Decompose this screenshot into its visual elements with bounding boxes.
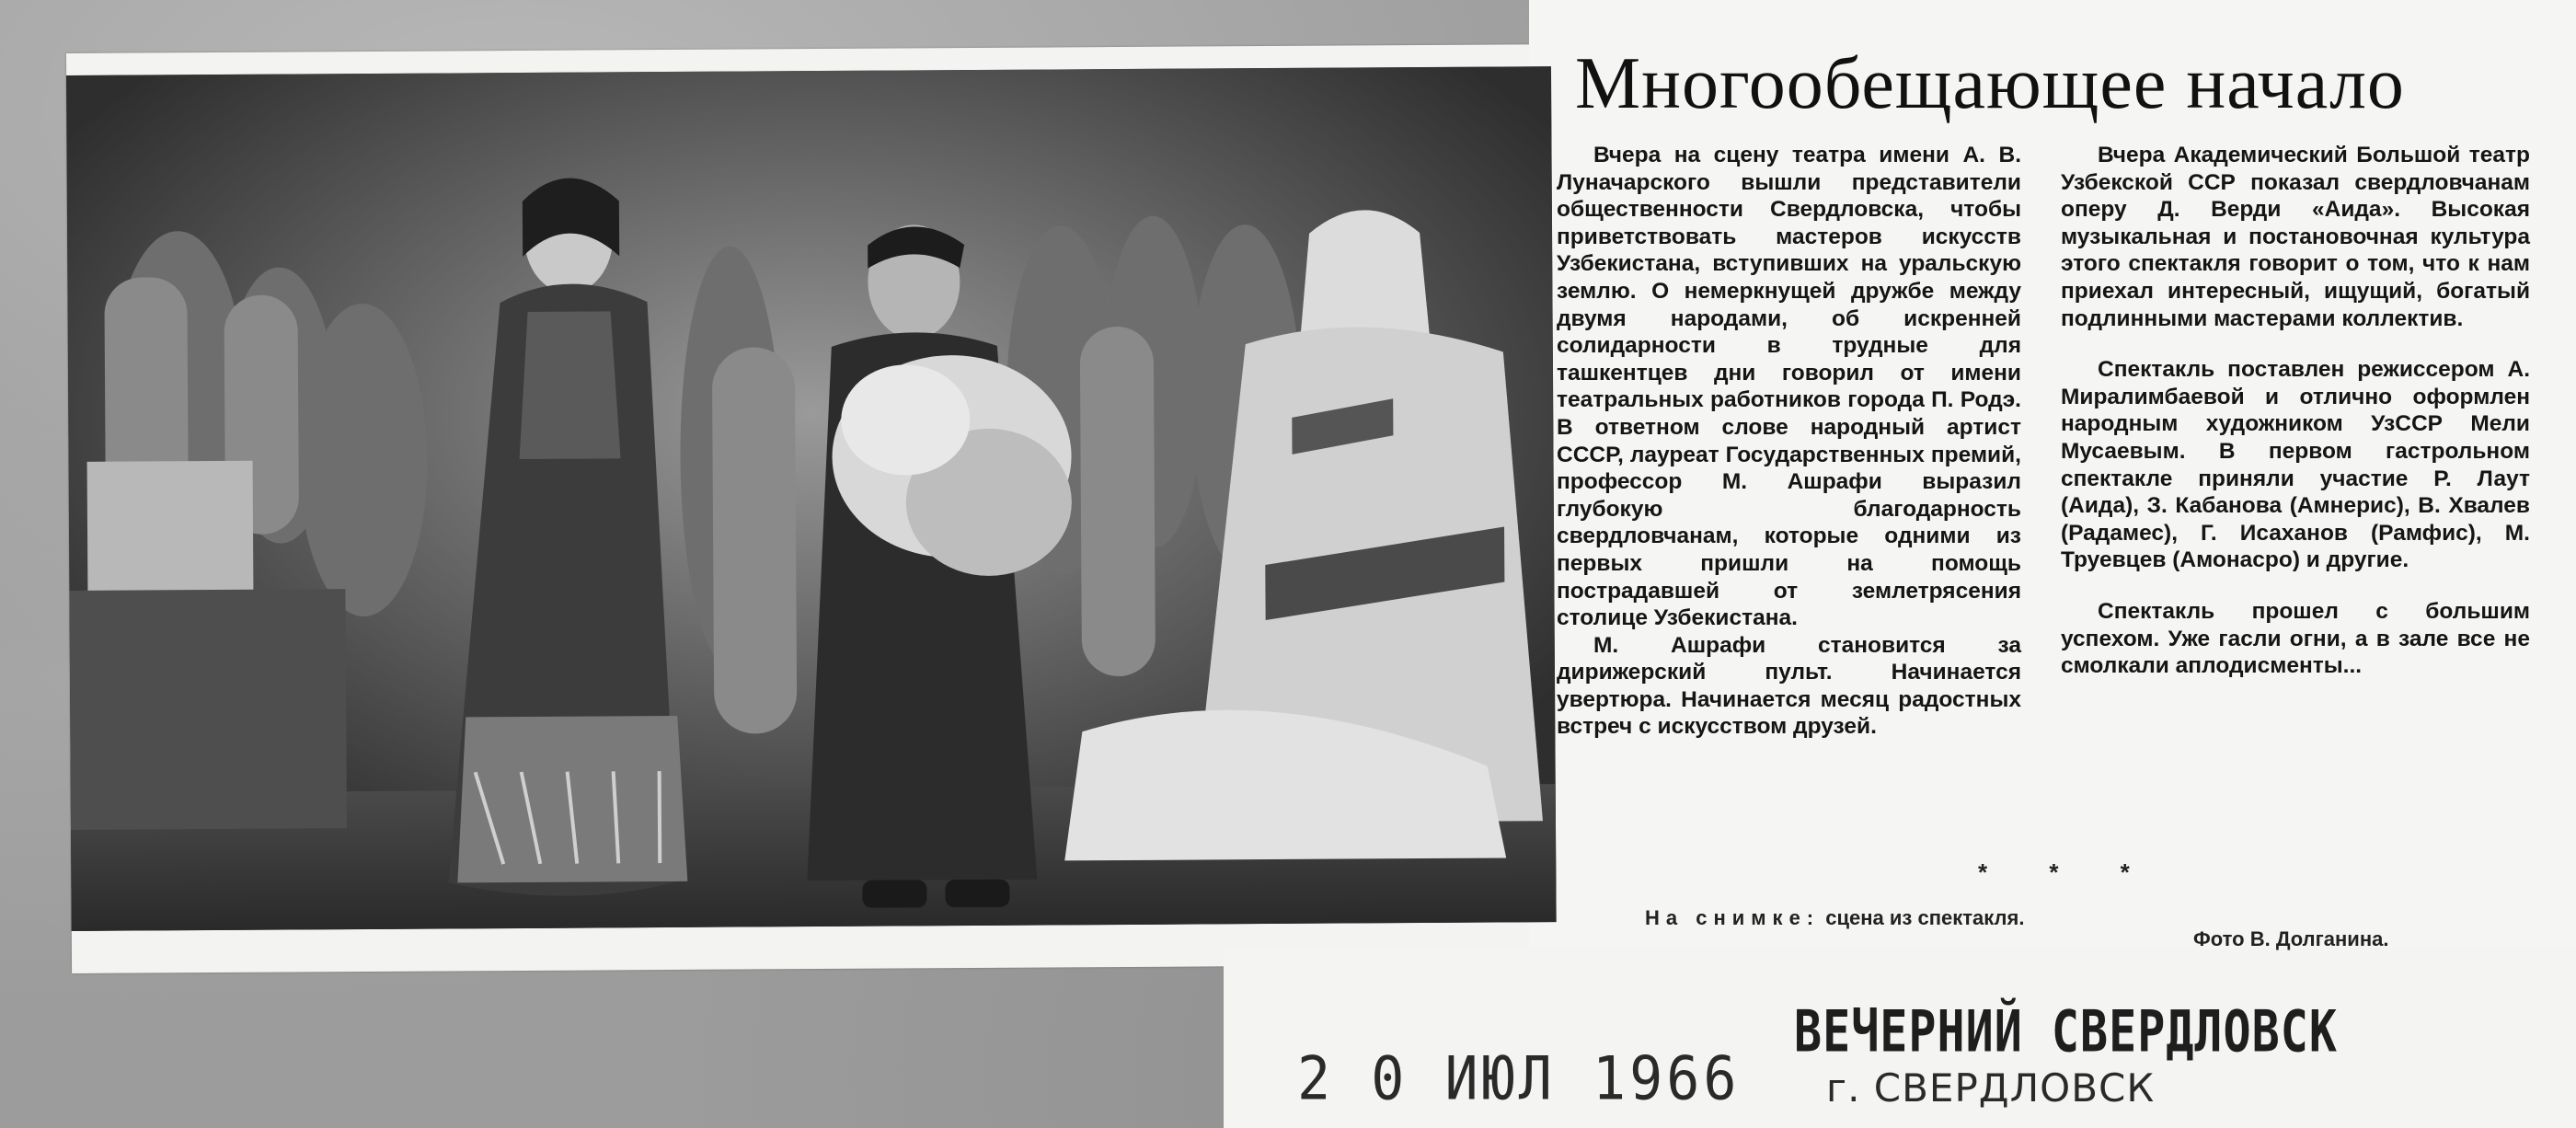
city-stamp: г. СВЕРДЛОВСК: [1826, 1065, 2156, 1111]
photo-caption: [1645, 906, 2024, 930]
article-paragraph: Спектакль прошел с большим успехом. Уже гасли огни, а в зале все не смолкали аплодисменты...: [2061, 598, 2530, 679]
article-paragraph: Спектакль поставлен режиссером А. Миралимбаевой и отлично оформлен народным художником УзССР Мели Мусаевым. В первом гастрольном спектакле приняли участие Р. Лаут (Аида), З. Кабанова (Амнерис), В. Хвалев (Радамес), Г. Исаханов (Рамфис), М. Труевцев (Амонасро) и другие.: [2061, 357, 2530, 573]
caption-text: сцена из спектакля.: [1825, 906, 2025, 929]
archive-date-stamp: 2 0 ИЮЛ 1966: [1297, 1044, 1741, 1114]
article-left-column: [1557, 142, 2021, 741]
caption-label: На снимке:: [1645, 906, 1821, 929]
newspaper-name-stamp: ВЕЧЕРНИЙ СВЕРДЛОВСК: [1794, 997, 2338, 1065]
article-paragraph: Вчера Академический Большой театр Узбекской ССР показал свердловчанам оперу Д. Верди «Аида». Высокая музыкальная и постановочная культура этого спектакля говорит о том, что к нам приехал интересный, ищущий, богатый подлинными мастерами коллектив.: [2061, 143, 2530, 331]
article-paragraph: Вчера на сцену театра имени А. В. Луначарского вышли представители общественности Свердловска, чтобы приветствовать мастеров искусств Узбекистана, вступивших на уральскую землю. О немеркнущей дружбе между двумя народами, об искренней солидарности в трудные для ташкентцев дни говорил от имени театральных работников города П. Родэ. В ответном слове народный артист СССР, лауреат Государственных премий, профессор М. Ашрафи выразил глубокую благодарность свердловчанам, которые одними из первых пришли на помощь пострадавшей от землетрясения столице Узбекистана.: [1557, 143, 2021, 631]
photo-credit: Фото В. Долганина.: [2193, 927, 2389, 950]
section-separator: * * *: [1978, 858, 2157, 886]
article-right-column: [2061, 142, 2530, 680]
stage-photo: [66, 66, 1557, 931]
article-paragraph: М. Ашрафи становится за дирижерский пульт. Начинается увертюра. Начинается месяц радостных встреч с искусством друзей.: [1557, 632, 2021, 740]
article-headline: Многообещающее начало: [1575, 43, 2405, 124]
stage-photo-image: [66, 66, 1557, 931]
